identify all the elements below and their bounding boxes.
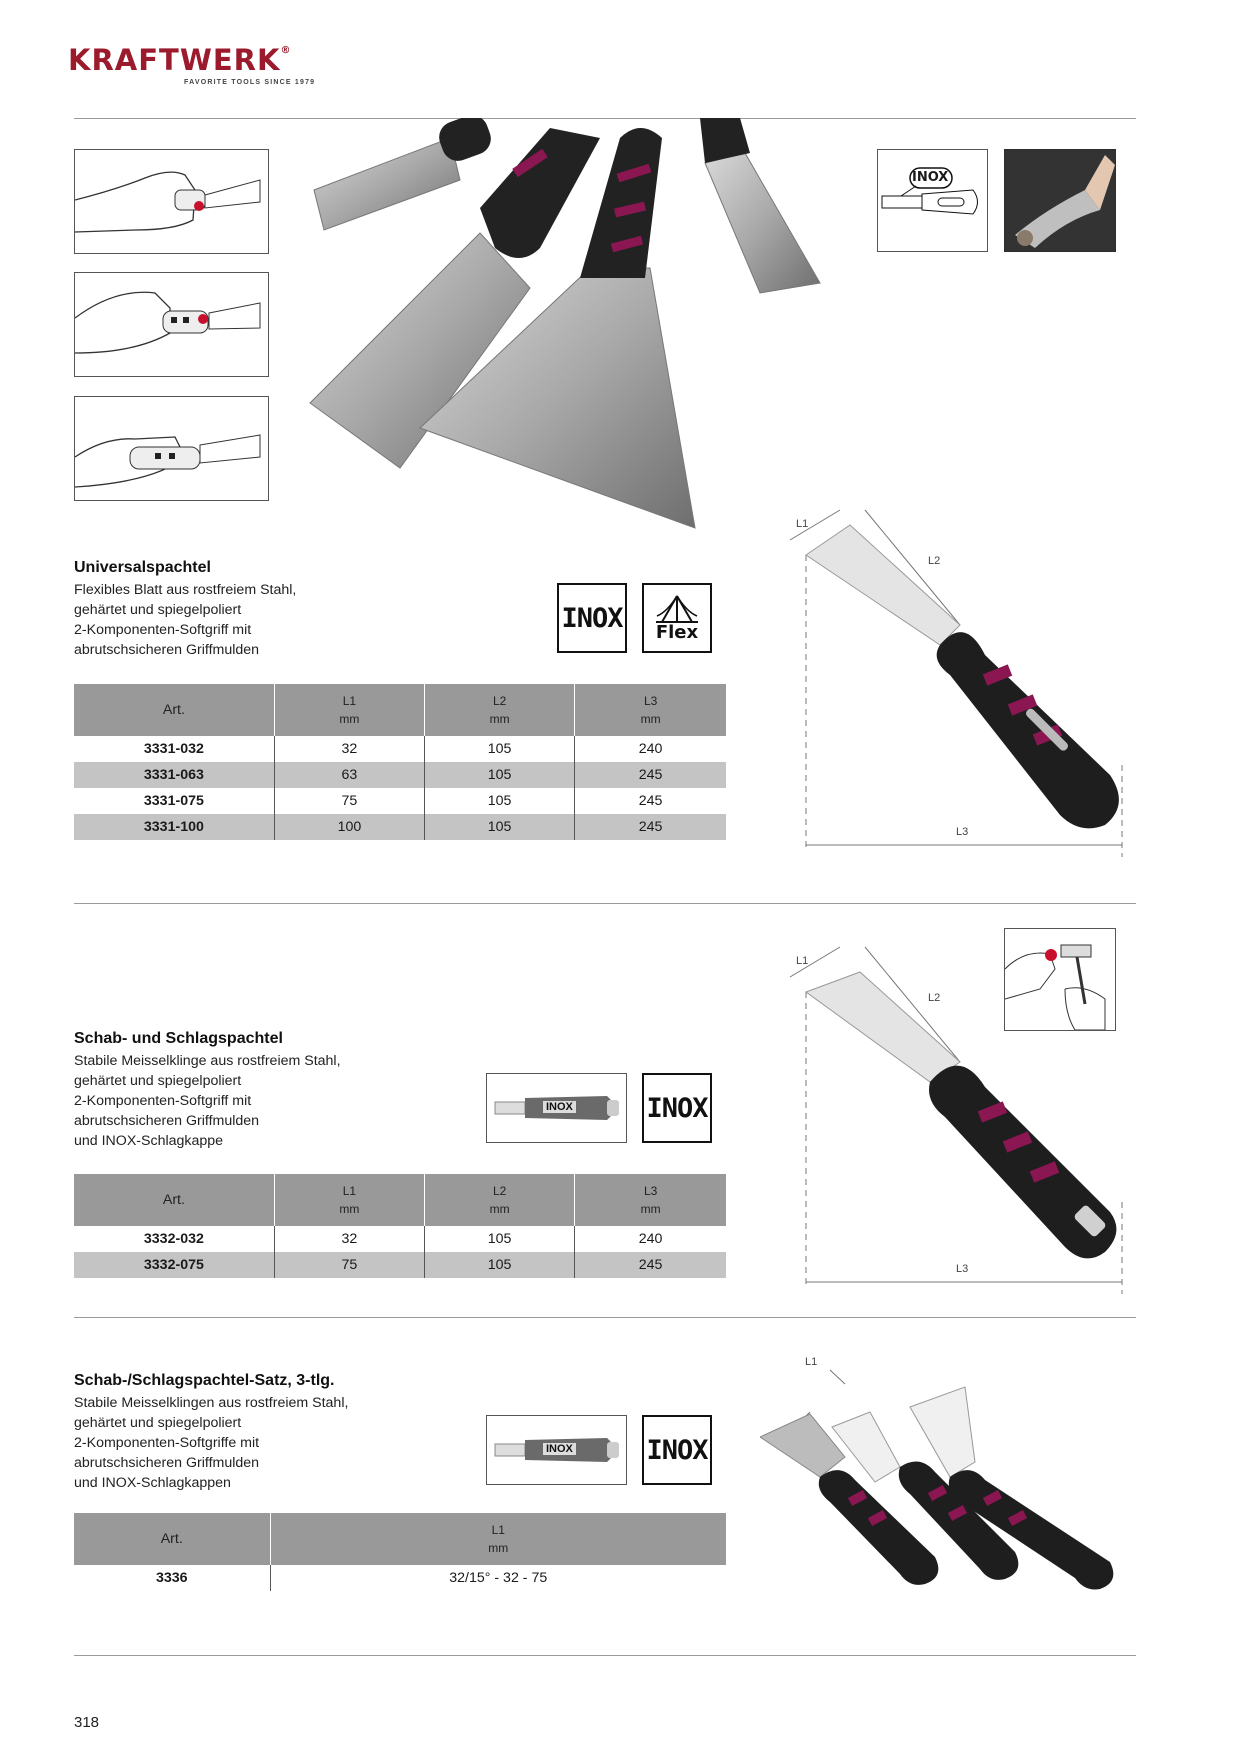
dim-l3-label: L3 bbox=[956, 826, 969, 838]
grip-illustration-1 bbox=[74, 149, 269, 254]
table-header: L2 mm bbox=[425, 1174, 575, 1226]
flex-label: Flex bbox=[655, 621, 699, 643]
table-header: L3 mm bbox=[575, 1174, 726, 1226]
brand-tagline: FAVORITE TOOLS SINCE 1979 bbox=[184, 79, 316, 86]
table-row: 3331-075 75 105 245 bbox=[74, 788, 726, 814]
thumb-inox-label: INOX bbox=[912, 170, 949, 185]
dim-l1-label: L1 bbox=[796, 518, 809, 530]
inox-handle-illustration bbox=[877, 149, 988, 252]
desc-line: abrutschsicheren Griffmulden bbox=[74, 1455, 260, 1471]
divider-1 bbox=[74, 903, 1136, 904]
inox-cap-handle-illustration bbox=[486, 1073, 627, 1143]
desc-line: Stabile Meisselklinge aus rostfreiem Stahl, bbox=[74, 1053, 341, 1069]
flex-badge bbox=[642, 583, 712, 653]
table-row: 3331-063 63 105 245 bbox=[74, 762, 726, 788]
desc-line: 2-Komponenten-Softgriff mit bbox=[74, 622, 252, 638]
dim-l1-label: L1 bbox=[805, 1356, 818, 1368]
table-header: L1 mm bbox=[274, 1174, 424, 1226]
inox-badge: INOX bbox=[642, 1073, 712, 1143]
section-3-description bbox=[74, 1393, 348, 1493]
spec-table-2 bbox=[74, 1174, 726, 1278]
table-header: L1 mm bbox=[270, 1513, 726, 1565]
grip-illustration-2 bbox=[74, 272, 269, 377]
desc-line: abrutschsicheren Griffmulden bbox=[74, 1113, 260, 1129]
dimension-drawing-1 bbox=[770, 495, 1140, 865]
spec-table-1 bbox=[74, 684, 726, 840]
scraper-set-photo bbox=[760, 1352, 1140, 1602]
table-row: 3336 32/15° - 32 - 75 bbox=[74, 1565, 726, 1591]
desc-line: gehärtet und spiegelpoliert bbox=[74, 602, 242, 618]
desc-line: und INOX-Schlagkappen bbox=[74, 1475, 231, 1491]
table-row: 3332-075 75 105 245 bbox=[74, 1252, 726, 1278]
table-header: L2 mm bbox=[425, 684, 575, 736]
dim-l1-label: L1 bbox=[796, 955, 809, 967]
scraping-photo bbox=[1004, 149, 1116, 252]
section-1-description bbox=[74, 580, 296, 660]
table-row: 3331-032 32 105 240 bbox=[74, 736, 726, 762]
dim-l2-label: L2 bbox=[928, 992, 941, 1004]
page-number: 318 bbox=[74, 1714, 100, 1731]
table-header: L1 mm bbox=[274, 684, 424, 736]
cap-inox-label: INOX bbox=[543, 1443, 576, 1455]
desc-line: abrutschsicheren Griffmulden bbox=[74, 642, 260, 658]
dim-l3-label: L3 bbox=[956, 1263, 969, 1275]
divider-bottom bbox=[74, 1655, 1136, 1656]
table-row: 3331-100 100 105 245 bbox=[74, 814, 726, 840]
desc-line: und INOX-Schlagkappe bbox=[74, 1133, 224, 1149]
desc-line: gehärtet und spiegelpoliert bbox=[74, 1415, 242, 1431]
inox-badge: INOX bbox=[642, 1415, 712, 1485]
desc-line: Flexibles Blatt aus rostfreiem Stahl, bbox=[74, 582, 297, 598]
brand-reg: ® bbox=[280, 45, 292, 56]
table-row: 3332-032 32 105 240 bbox=[74, 1226, 726, 1252]
desc-line: gehärtet und spiegelpoliert bbox=[74, 1073, 242, 1089]
section-2-title: Schab- und Schlagspachtel bbox=[74, 1030, 283, 1047]
table-header: L3 mm bbox=[575, 684, 726, 736]
desc-line: 2-Komponenten-Softgriffe mit bbox=[74, 1435, 260, 1451]
cap-inox-label: INOX bbox=[543, 1101, 576, 1113]
table-header: Art. bbox=[74, 1174, 274, 1226]
brand-name: KRAFTWERK bbox=[68, 43, 281, 77]
dim-l2-label: L2 bbox=[928, 555, 941, 567]
divider-2 bbox=[74, 1317, 1136, 1318]
grip-illustration-3 bbox=[74, 396, 269, 501]
table-header: Art. bbox=[74, 684, 274, 736]
inox-cap-handle-illustration bbox=[486, 1415, 627, 1485]
section-1-title: Universalspachtel bbox=[74, 559, 211, 576]
section-3-title: Schab-/Schlagspachtel-Satz, 3-tlg. bbox=[74, 1372, 335, 1389]
universalspachtel-photo bbox=[300, 118, 860, 538]
dimension-drawing-2 bbox=[770, 932, 1140, 1302]
desc-line: 2-Komponenten-Softgriff mit bbox=[74, 1093, 252, 1109]
desc-line: Stabile Meisselklingen aus rostfreiem Stahl, bbox=[74, 1395, 349, 1411]
table-header: Art. bbox=[74, 1513, 270, 1565]
brand-logo bbox=[68, 43, 316, 86]
spec-table-3 bbox=[74, 1513, 726, 1591]
inox-badge: INOX bbox=[557, 583, 627, 653]
section-2-description bbox=[74, 1051, 341, 1151]
